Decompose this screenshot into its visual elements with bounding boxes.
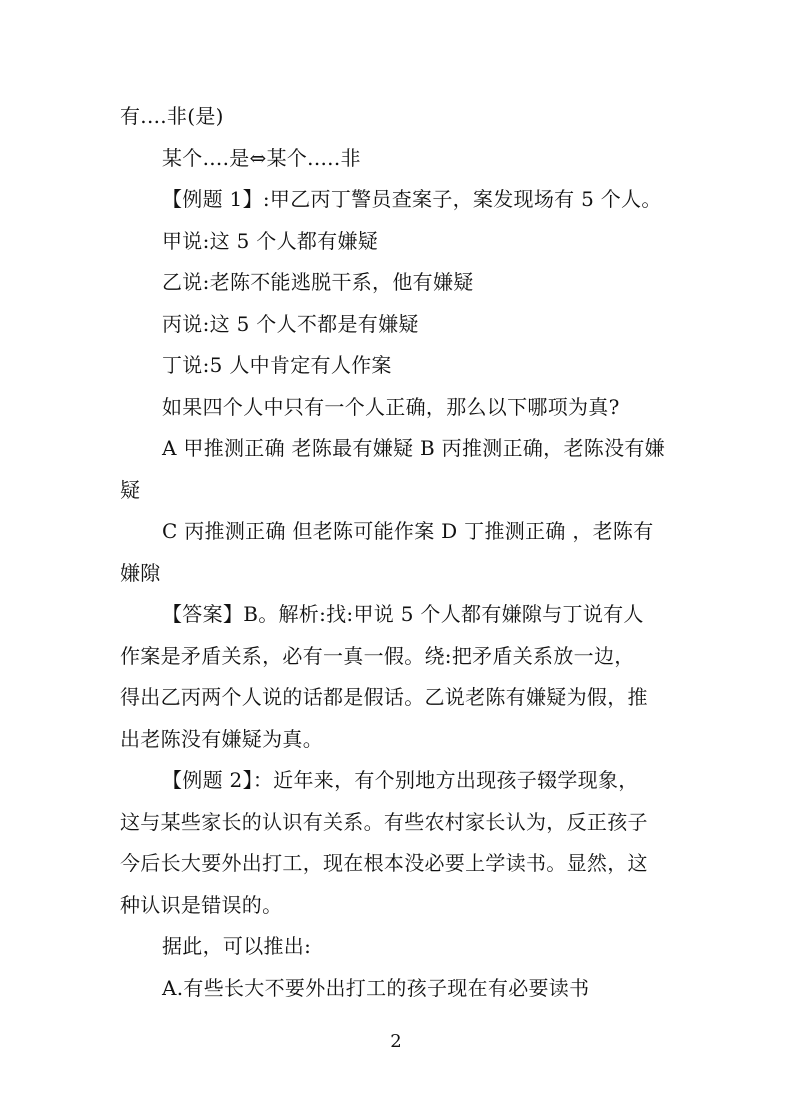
paragraph-line: 种认识是错误的。 bbox=[120, 892, 283, 917]
option-a-line: A.有些长大不要外出打工的孩子现在有必要读书 bbox=[162, 975, 590, 1000]
options-line: 嫌隙 bbox=[120, 560, 161, 585]
answer-line: 作案是矛盾关系，必有一真一假。绕:把矛盾关系放一边， bbox=[120, 643, 635, 668]
options-line: 疑 bbox=[120, 477, 141, 502]
options-line: A 甲推测正确 老陈最有嫌疑 B 丙推测正确，老陈没有嫌 bbox=[162, 436, 665, 460]
example-1-heading: 【例题 1】:甲乙丙丁警员查案子，案发现场有 5 个人。 bbox=[162, 187, 662, 211]
statement-bing: 丙说:这 5 个人不都是有嫌疑 bbox=[162, 311, 419, 336]
example-2-heading: 【例题 2】：近年来，有个别地方出现孩子辍学现象， bbox=[162, 768, 639, 792]
answer-line: 得出乙丙两个人说的话都是假话。乙说老陈有嫌疑为假，推 bbox=[120, 685, 648, 709]
answer-line: 出老陈没有嫌疑为真。 bbox=[120, 726, 323, 751]
page-number: 2 bbox=[390, 1031, 402, 1052]
question-line: 据此，可以推出: bbox=[162, 934, 312, 958]
text-line: 某个....是⇔某个.....非 bbox=[162, 145, 361, 170]
paragraph-line: 今后长大要外出打工，现在根本没必要上学读书。显然，这 bbox=[120, 851, 648, 875]
text-line: 有....非(是) bbox=[120, 104, 224, 128]
options-line: C 丙推测正确 但老陈可能作案 D 丁推测正确 ，老陈有 bbox=[162, 519, 654, 543]
question-line: 如果四个人中只有一个人正确，那么以下哪项为真? bbox=[162, 394, 620, 419]
paragraph-line: 这与某些家长的认识有关系。有些农村家长认为，反正孩子 bbox=[120, 809, 648, 834]
statement-jia: 甲说:这 5 个人都有嫌疑 bbox=[162, 228, 379, 253]
answer-line: 【答案】B。解析:找:甲说 5 个人都有嫌隙与丁说有人 bbox=[162, 602, 644, 626]
page-body bbox=[120, 96, 680, 1009]
statement-yi: 乙说:老陈不能逃脱干系，他有嫌疑 bbox=[162, 270, 474, 294]
statement-ding: 丁说:5 人中肯定有人作案 bbox=[162, 353, 392, 377]
